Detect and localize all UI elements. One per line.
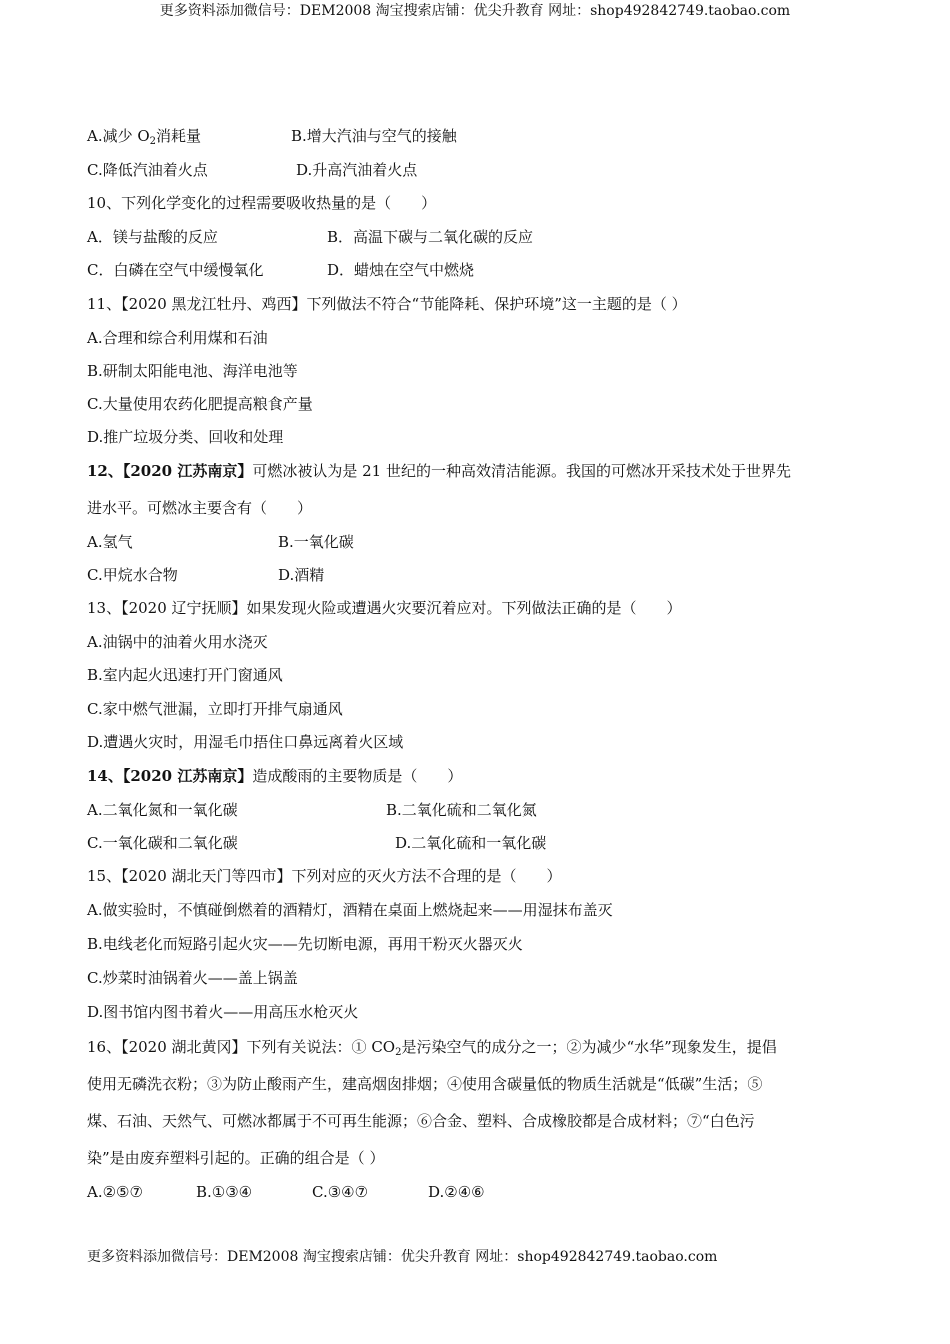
q12-option-b: B.一氧化碳	[278, 533, 354, 551]
q14-option-a: A.二氧化氮和一氧化碳	[87, 801, 238, 819]
q11-stem: 11、【2020 黑龙江牡丹、鸡西】下列做法不符合“节能降耗、保护环境”这一主题的是（ ）	[87, 295, 687, 313]
q16-stem-line2: 使用无磷洗衣粉；③为防止酸雨产生，建高烟囱排烟；④使用含碳量低的物质生活就是“低碳”生活；⑤	[87, 1075, 763, 1093]
q15-option-b: B.电线老化而短路引起火灾——先切断电源，再用干粉灭火器灭火	[87, 935, 523, 953]
q14-option-b: B.二氧化硫和二氧化氮	[386, 801, 537, 819]
page-footer: 更多资料添加微信号：DEM2008 淘宝搜索店铺：优尖升教育 网址：shop492842749.taobao.com	[87, 1249, 718, 1265]
q12-stem: 12、【2020 江苏南京】可燃冰被认为是 21 世纪的一种高效清洁能源。我国的可燃冰开采技术处于世界先	[87, 462, 791, 480]
q15-option-c: C.炒菜时油锅着火——盖上锅盖	[87, 969, 298, 987]
q12-stem-line2: 进水平。可燃冰主要含有（ ）	[87, 499, 313, 517]
q13-option-a: A.油锅中的油着火用水浇灭	[87, 633, 268, 651]
q11-option-b: B.研制太阳能电池、海洋电池等	[87, 362, 298, 380]
q14-option-d: D.二氧化硫和一氧化碳	[395, 834, 547, 852]
q12-option-c: C.甲烷水合物	[87, 566, 178, 584]
q9-option-a: A.减少 $O_2$消耗量	[87, 127, 202, 147]
q10-option-c: C．白磷在空气中缓慢氧化	[87, 261, 264, 279]
q9-option-d: D.升高汽油着火点	[296, 161, 418, 179]
q12-option-d: D.酒精	[278, 566, 325, 584]
q14-option-c: C.一氧化碳和二氧化碳	[87, 834, 238, 852]
q16-option-d: D.②④⑥	[428, 1183, 485, 1201]
q10-option-a: A．镁与盐酸的反应	[87, 228, 218, 246]
q9-option-b: B.增大汽油与空气的接触	[291, 127, 457, 145]
q10-stem: 10、下列化学变化的过程需要吸收热量的是（ ）	[87, 194, 437, 212]
q11-option-a: A.合理和综合利用煤和石油	[87, 329, 268, 347]
q16-option-c: C.③④⑦	[312, 1183, 369, 1201]
q13-option-d: D.遭遇火灾时，用湿毛巾捂住口鼻远离着火区域	[87, 733, 404, 751]
q13-stem: 13、【2020 辽宁抚顺】如果发现火险或遭遇火灾要沉着应对。下列做法正确的是（ ）	[87, 599, 682, 617]
q16-option-b: B.①③④	[196, 1183, 253, 1201]
q11-option-c: C.大量使用农药化肥提高粮食产量	[87, 395, 313, 413]
q16-option-a: A.②⑤⑦	[87, 1183, 143, 1201]
q10-option-d: D．蜡烛在空气中燃烧	[327, 261, 475, 279]
q12-option-a: A.氢气	[87, 533, 133, 551]
q15-stem: 15、【2020 湖北天门等四市】下列对应的灭火方法不合理的是（ ）	[87, 867, 562, 885]
q16-stem: 16、【2020 湖北黄冈】下列有关说法：① $CO_2$是污染空气的成分之一；②为减少“水华”现象发生，提倡	[87, 1038, 777, 1058]
q10-option-b: B．高温下碳与二氧化碳的反应	[327, 228, 534, 246]
q13-option-c: C.家中燃气泄漏，立即打开排气扇通风	[87, 700, 343, 718]
page-header: 更多资料添加微信号：DEM2008 淘宝搜索店铺：优尖升教育 网址：shop492842749.taobao.com	[159, 3, 791, 19]
q11-option-d: D.推广垃圾分类、回收和处理	[87, 428, 284, 446]
q16-stem-line3: 煤、石油、天然气、可燃冰都属于不可再生能源；⑥合金、塑料、合成橡胶都是合成材料；⑦“白色污	[87, 1112, 755, 1130]
q14-stem: 14、【2020 江苏南京】造成酸雨的主要物质是（ ）	[87, 767, 463, 785]
q15-option-a: A.做实验时，不慎碰倒燃着的酒精灯，酒精在桌面上燃烧起来——用湿抹布盖灭	[87, 901, 613, 919]
q13-option-b: B.室内起火迅速打开门窗通风	[87, 666, 283, 684]
q15-option-d: D.图书馆内图书着火——用高压水枪灭火	[87, 1003, 359, 1021]
q16-stem-line4: 染”是由废弃塑料引起的。正确的组合是（ ）	[87, 1149, 385, 1167]
q9-option-c: C.降低汽油着火点	[87, 161, 208, 179]
